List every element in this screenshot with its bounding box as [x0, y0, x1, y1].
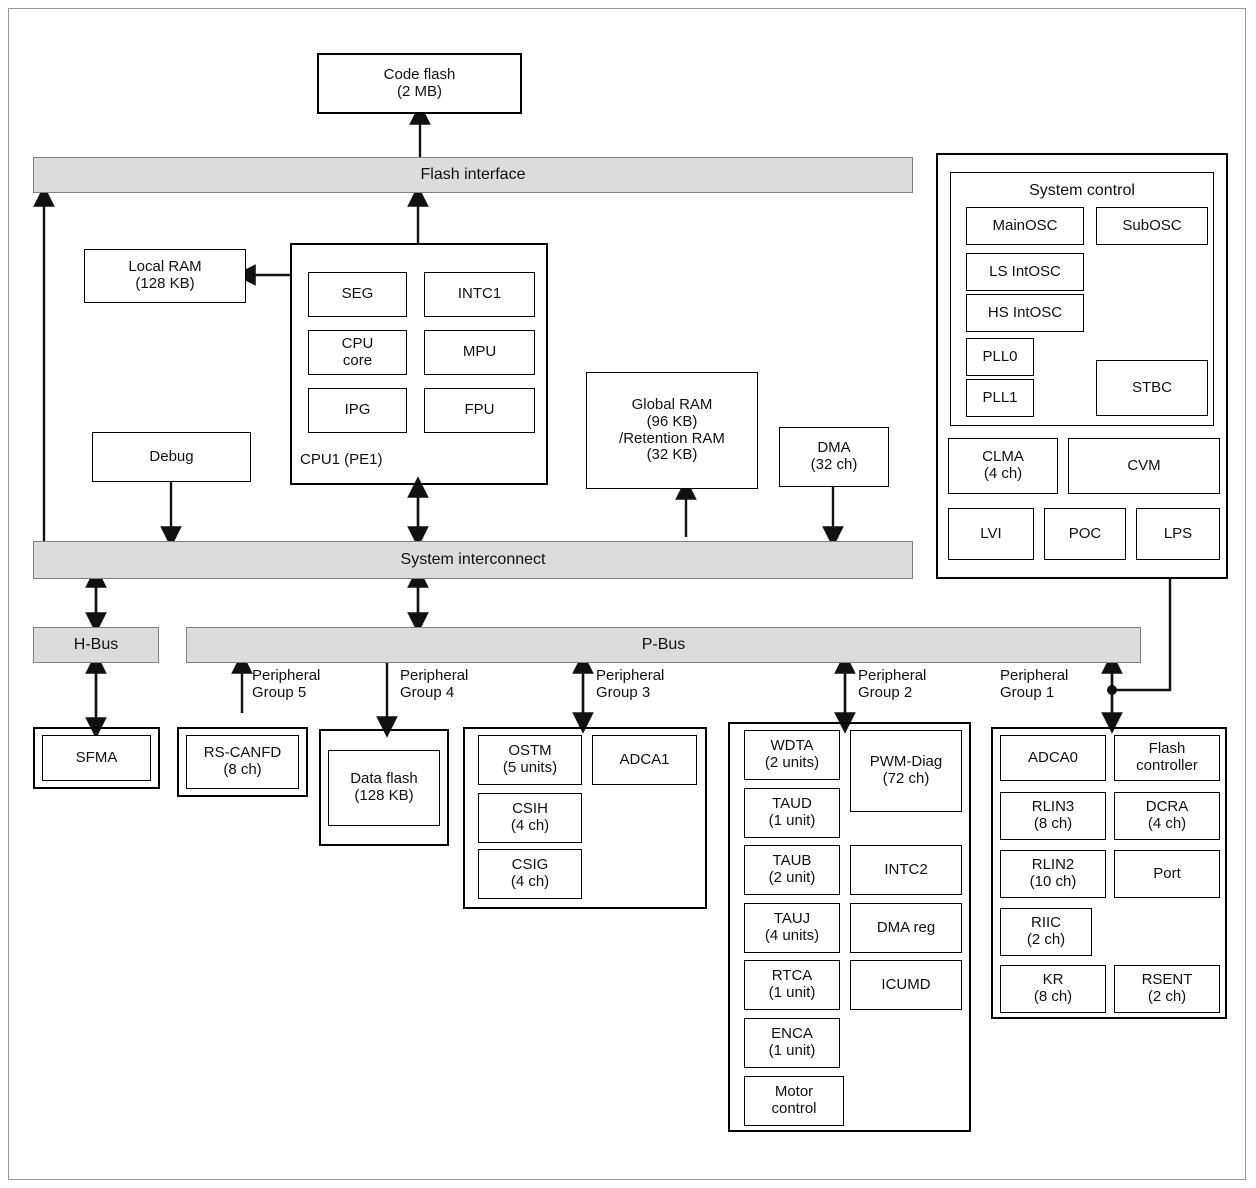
global-ram-line3: /Retention RAM	[619, 429, 725, 447]
data-flash-line2: (128 KB)	[354, 787, 414, 804]
adca0-block	[1000, 735, 1106, 781]
cpu1-caption: CPU1 (PE1)	[300, 451, 383, 468]
taud-line2: (1 unit)	[768, 812, 816, 829]
flash-controller-line2: controller	[1136, 757, 1198, 774]
mainosc-block	[966, 207, 1084, 245]
ostm-line1: OSTM	[508, 742, 552, 760]
tauj-line2: (4 units)	[764, 927, 820, 944]
motor-control-line1: Motor	[774, 1083, 814, 1101]
taud-line1: TAUD	[772, 795, 812, 813]
cvm-label: CVM	[1127, 456, 1161, 474]
csih-line2: (4 ch)	[510, 817, 550, 834]
taub-line1: TAUB	[772, 852, 812, 870]
global-ram-block	[586, 372, 758, 489]
rsent-line2: (2 ch)	[1147, 988, 1187, 1005]
rlin2-line1: RLIN2	[1031, 856, 1075, 874]
rlin2-line2: (10 ch)	[1029, 873, 1077, 890]
peripheral-group-1-label	[1000, 668, 1120, 702]
clma-block	[948, 438, 1058, 494]
pwm-diag-block	[850, 730, 962, 812]
pll1-block	[966, 379, 1034, 417]
local-ram-block	[84, 249, 246, 303]
rtca-line1: RTCA	[771, 967, 813, 985]
mainosc-label: MainOSC	[992, 216, 1058, 234]
peripheral-group-3-label	[596, 668, 716, 702]
flash-interface-bar	[33, 157, 913, 193]
debug-label: Debug	[149, 447, 194, 465]
global-ram-line2: (96 KB)	[646, 412, 698, 430]
data-flash-block	[328, 750, 440, 826]
intc2-label: INTC2	[884, 860, 928, 878]
pwm-diag-line2: (72 ch)	[882, 770, 930, 787]
cpu-seg-label: SEG	[341, 285, 374, 303]
peripheral-group-4-line1: Peripheral	[400, 667, 469, 684]
taub-block	[744, 845, 840, 895]
peripheral-group-2-line1: Peripheral	[858, 667, 927, 684]
cpu-core-block	[308, 330, 407, 375]
enca-line2: (1 unit)	[768, 1042, 816, 1059]
ls-intosc-label: LS IntOSC	[989, 262, 1061, 280]
sfma-label: SFMA	[75, 748, 118, 766]
enca-line1: ENCA	[771, 1025, 813, 1043]
system-interconnect-label: System interconnect	[400, 551, 546, 568]
poc-label: POC	[1068, 524, 1102, 542]
taud-block	[744, 788, 840, 838]
intc2-block	[850, 845, 962, 895]
csig-block	[478, 849, 582, 899]
stbc-label: STBC	[1131, 378, 1172, 396]
system-interconnect-bar	[33, 541, 913, 579]
rs-canfd-line1: RS-CANFD	[203, 744, 282, 762]
peripheral-group-2-label	[858, 668, 978, 702]
h-bus-bar	[33, 627, 159, 663]
dma-block	[779, 427, 889, 487]
data-flash-line1: Data flash	[350, 770, 418, 788]
riic-line2: (2 ch)	[1026, 931, 1066, 948]
clma-line1: CLMA	[982, 448, 1024, 466]
dcra-line1: DCRA	[1145, 798, 1189, 816]
csig-line2: (4 ch)	[510, 873, 550, 890]
wdta-block	[744, 730, 840, 780]
rtca-block	[744, 960, 840, 1010]
cpu-seg-block	[308, 272, 407, 317]
rs-canfd-block	[186, 735, 299, 789]
peripheral-group-1-line2: Group 1	[1000, 683, 1055, 701]
icumd-label: ICUMD	[881, 975, 931, 993]
ostm-line2: (5 units)	[502, 759, 558, 776]
port-label: Port	[1153, 864, 1181, 882]
peripheral-group-5-label	[252, 668, 372, 702]
cpu-fpu-label: FPU	[464, 401, 495, 419]
rsent-line1: RSENT	[1141, 971, 1193, 989]
dma-line1: DMA	[817, 439, 851, 457]
peripheral-group-3-line2: Group 3	[596, 683, 651, 701]
rlin3-block	[1000, 792, 1106, 840]
tauj-line1: TAUJ	[773, 910, 811, 928]
peripheral-group-4-line2: Group 4	[400, 683, 455, 701]
code-flash-line2: (2 MB)	[397, 82, 442, 100]
peripheral-group-5-line1: Peripheral	[252, 667, 321, 684]
pll0-block	[966, 338, 1034, 376]
pwm-diag-line1: PWM-Diag	[869, 753, 943, 771]
debug-block	[92, 432, 251, 482]
wdta-line1: WDTA	[770, 737, 814, 755]
peripheral-group-4-label	[400, 668, 520, 702]
code-flash-block	[317, 53, 522, 114]
rlin3-line1: RLIN3	[1031, 798, 1075, 816]
kr-line2: (8 ch)	[1033, 988, 1073, 1005]
lvi-block	[948, 508, 1034, 560]
sfma-block	[42, 735, 151, 781]
cpu-fpu-block	[424, 388, 535, 433]
cvm-block	[1068, 438, 1220, 494]
motor-control-block	[744, 1076, 844, 1126]
global-ram-line4: (32 KB)	[646, 446, 698, 464]
port-block	[1114, 850, 1220, 898]
local-ram-line1: Local RAM	[128, 258, 202, 276]
rlin3-line2: (8 ch)	[1033, 815, 1073, 832]
rtca-line2: (1 unit)	[768, 984, 816, 1001]
stbc-block	[1096, 360, 1208, 416]
flash-controller-line1: Flash	[1148, 740, 1186, 758]
tauj-block	[744, 903, 840, 953]
ls-intosc-block	[966, 253, 1084, 291]
cpu-intc1-label: INTC1	[457, 285, 502, 303]
cpu-mpu-block	[424, 330, 535, 375]
ostm-block	[478, 735, 582, 785]
adca0-label: ADCA0	[1027, 748, 1079, 766]
csig-line1: CSIG	[511, 856, 549, 874]
p-bus-bar	[186, 627, 1141, 663]
local-ram-line2: (128 KB)	[135, 275, 195, 292]
cpu-intc1-block	[424, 272, 535, 317]
cpu-core-line1: CPU	[341, 334, 374, 352]
wdta-line2: (2 units)	[764, 754, 820, 771]
rs-canfd-line2: (8 ch)	[223, 761, 262, 778]
adca1-block	[592, 735, 697, 785]
adca1-label: ADCA1	[619, 750, 670, 768]
riic-line1: RIIC	[1031, 914, 1061, 932]
peripheral-group-2-line2: Group 2	[858, 683, 913, 701]
hs-intosc-label: HS IntOSC	[987, 303, 1063, 321]
riic-block	[1000, 908, 1092, 956]
subosc-label: SubOSC	[1122, 216, 1182, 234]
csih-block	[478, 793, 582, 843]
system-control-title: System control	[1029, 182, 1135, 199]
dcra-block	[1114, 792, 1220, 840]
cpu-ipg-block	[308, 388, 407, 433]
csih-line1: CSIH	[512, 800, 548, 818]
dma-reg-block	[850, 903, 962, 953]
peripheral-group-1-line1: Peripheral	[1000, 667, 1069, 684]
code-flash-line1: Code flash	[383, 65, 456, 83]
rsent-block	[1114, 965, 1220, 1013]
hs-intosc-block	[966, 294, 1084, 332]
icumd-block	[850, 960, 962, 1010]
p-bus-label: P-Bus	[641, 636, 686, 653]
rlin2-block	[1000, 850, 1106, 898]
peripheral-group-3-line1: Peripheral	[596, 667, 665, 684]
enca-block	[744, 1018, 840, 1068]
lvi-label: LVI	[980, 524, 1002, 542]
pll0-label: PLL0	[982, 347, 1018, 365]
pll1-label: PLL1	[982, 388, 1018, 406]
lps-block	[1136, 508, 1220, 560]
dma-reg-label: DMA reg	[876, 918, 936, 936]
cpu-ipg-label: IPG	[344, 401, 371, 419]
motor-control-line2: control	[771, 1100, 817, 1117]
kr-block	[1000, 965, 1106, 1013]
global-ram-line1: Global RAM	[631, 395, 713, 413]
flash-interface-label: Flash interface	[420, 166, 526, 183]
flash-controller-block	[1114, 735, 1220, 781]
poc-block	[1044, 508, 1126, 560]
clma-line2: (4 ch)	[983, 465, 1023, 482]
peripheral-group-5-line2: Group 5	[252, 683, 307, 701]
taub-line2: (2 unit)	[768, 869, 816, 886]
h-bus-label: H-Bus	[73, 636, 119, 653]
lps-label: LPS	[1163, 524, 1193, 542]
dcra-line2: (4 ch)	[1147, 815, 1187, 832]
dma-line2: (32 ch)	[810, 456, 858, 473]
cpu-core-line2: core	[342, 351, 373, 369]
cpu-mpu-label: MPU	[462, 343, 497, 361]
kr-line1: KR	[1042, 971, 1064, 989]
subosc-block	[1096, 207, 1208, 245]
